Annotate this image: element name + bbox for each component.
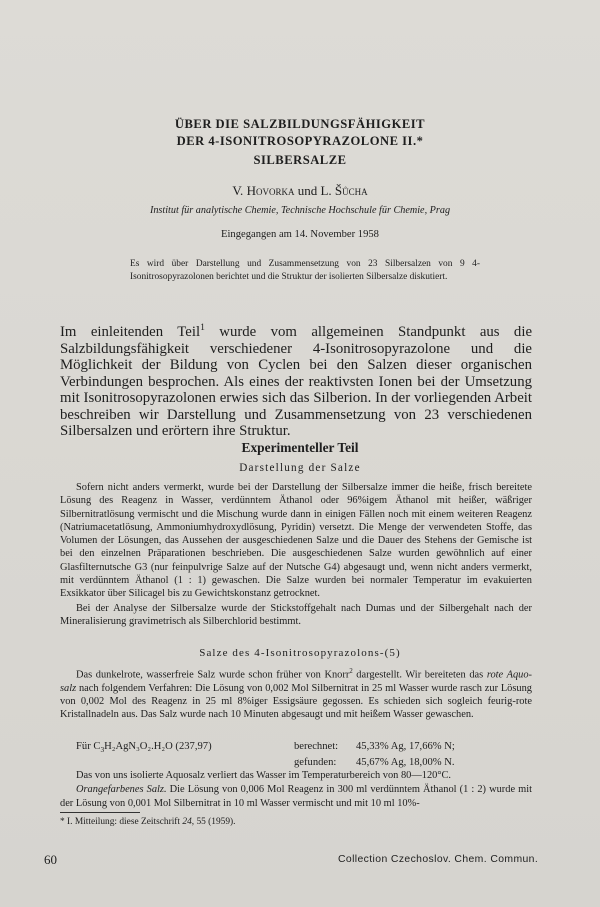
salts-p1b: dargestellt. Wir bereiteten das xyxy=(352,669,487,681)
footnote: * I. Mitteilung: diese Zeitschrift 24, 55 (1959). xyxy=(60,817,236,827)
authors-and: und L. xyxy=(294,183,335,198)
title-line-1: ÜBER DIE SALZBILDUNGSFÄHIGKEIT xyxy=(174,117,426,131)
salts-body-continued xyxy=(60,769,532,811)
salts-p1a: Das dunkelrote, wasserfreie Salz wurde schon früher von Knorr xyxy=(76,669,350,681)
abstract: Es wird über Darstellung und Zusammensetzung von 23 Silbersalzen von 9 4-Isonitrosopyrazolonen berichtet und die Struktur der isolierten Silbersalze diskutiert. xyxy=(130,259,480,282)
author2-name: Šůcha xyxy=(334,183,368,198)
subsection-heading: Darstellung der Salze xyxy=(239,462,361,474)
title-line-3: SILBERSALZE xyxy=(253,153,347,167)
experimental-paragraph-2: Bei der Analyse der Silbersalze wurde der Stickstoffgehalt nach Dumas und der Silbergehalt nach der Mineralisierung gravimetrisch als Silberchlorid bestimmt. xyxy=(60,602,532,627)
experimental-paragraph-1: Sofern nicht anders vermerkt, wurde bei der Darstellung der Silbersalze immer die heiße, frisch bereitete Lösung des Reagenz in Wasser, verdünntem Äthanol oder 96%igem Äthanol mit heißer, wäßriger Silbernitratlösung vermischt und die Mischung wurde dann in einigen Fällen noch mit einem weiteren Reagenz (Natriumacetatlösung, Ammoniumhydroxydlösung, Pyridin) versetzt. Die Menge der verwendeten Stoffe, das Volumen der Lösungen, das Aussehen der ausgeschiedenen Salze und die Dauer des Stehens der Gemische ist bei den einzelnen Präparationen beschrieben. Die ausgeschiedenen Salze wurden gewöhnlich auf einer Glasfilternutsche G3 (nur feinpulvrige Salze auf der Nutsche G4) abgesaugt und, wenn nicht anders vermerkt, mit verdünntem Äthanol (1 : 1) gewaschen. Die Salze wurden bei normaler Temperatur im evakuierten Exsikkator über Silicagel bis zu Gewichtskonstanz getrocknet. xyxy=(60,482,532,600)
analysis-calc-values: 45,33% Ag, 17,66% N; xyxy=(356,741,455,752)
salts-p3-text: Die Lösung von 0,006 Mol Reagenz in 300 ml verdünntem Äthanol (1 : 2) wurde mit der Lösung von 0,001 Mol Silbernitrat in 10 ml Wasser vermischt und mit 10 ml 10%- xyxy=(60,784,532,809)
journal-name: Collection Czechoslov. Chem. Commun. xyxy=(338,854,539,865)
intro-ref: 1 xyxy=(200,322,205,333)
institute: Institut für analytische Chemie, Technische Hochschule für Chemie, Prag xyxy=(149,205,451,216)
authors xyxy=(0,183,600,199)
received-date: Eingegangen am 14. November 1958 xyxy=(221,229,379,240)
experimental-body xyxy=(60,481,532,629)
author1-name: Hovorka xyxy=(246,183,295,198)
intro-text-b: wurde vom allgemeinen Standpunkt aus die Salzbildungsfähigkeit verschiedener 4-Isonitrosopyrazolone und die Möglichkeit der Bildung von Cyclen bei den Salzen dieser organischen Verbindungen besprochen. Als eines der reaktivsten Ionen bei der Umsetzung mit Isonitrosopyrazolonen erwies sich das Silberion. In der vorliegenden Arbeit beschreiben wir Darstellung und Zusammensetzung von 23 verschiedenen Silbersalzen und erörtern ihre Struktur. xyxy=(60,323,533,440)
author1-initial: V. xyxy=(232,183,247,198)
analysis-row-calculated xyxy=(76,740,532,756)
salts-p3-italic: Orangefarbenes Salz. xyxy=(76,784,167,796)
intro-paragraph xyxy=(60,320,532,440)
page-number: 60 xyxy=(44,852,57,867)
analysis-block xyxy=(76,740,532,770)
salts-p1-italic: rote Aquo-salz xyxy=(60,669,532,694)
salts-paragraph-2: Das von uns isolierte Aquosalz verliert das Wasser im Temperaturbereich von 80—120°C. xyxy=(76,770,452,781)
footnote-rule xyxy=(60,812,140,813)
salts-paragraph-1 xyxy=(60,665,532,723)
title-line-2: DER 4-ISONITROSOPYRAZOLONE II.* xyxy=(176,134,424,148)
salts-paragraph-3 xyxy=(60,783,532,810)
analysis-found-label: gefunden: xyxy=(294,757,337,769)
analysis-row-found xyxy=(76,756,532,769)
section-heading: Experimenteller Teil xyxy=(241,440,359,455)
salts-subheading: Salze des 4-Isonitrosopyrazolons-(5) xyxy=(199,647,401,659)
intro-text-a: Im einleitenden Teil xyxy=(60,323,201,340)
salts-ref: 2 xyxy=(349,668,353,675)
analysis-calc-label: berechnet: xyxy=(294,741,339,752)
salts-p1c: nach folgendem Verfahren: Die Lösung von 0,002 Mol Silbernitrat in 25 ml Wasser wurde rasch zur Lösung von 0,002 Mol des Reagenz in 25 ml 8%iger Essigsäure gegossen. Es schieden sich sogleich feurig-rote Kristallnadeln aus. Das Salz wurde nach 10 Minuten abgesaugt und mit heißem Wasser gewaschen. xyxy=(60,682,532,721)
analysis-found-values: 45,67% Ag, 18,00% N. xyxy=(356,757,455,769)
analysis-formula: Für $C_3H_2AgN_3O_2.H_2O$ (237,97) xyxy=(76,741,212,755)
